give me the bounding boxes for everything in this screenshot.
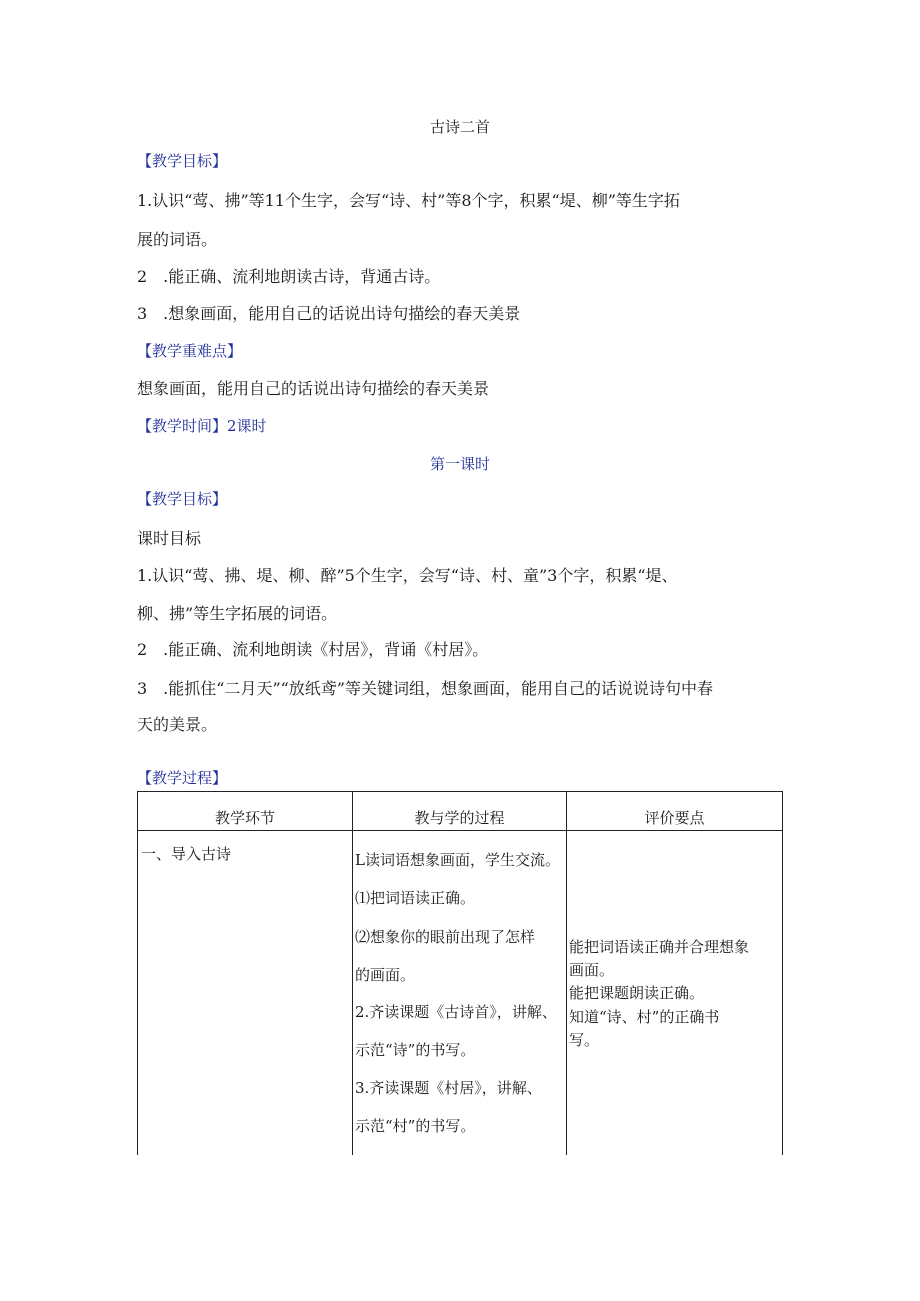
teaching-process-table (137, 791, 783, 1155)
process-line: 示范“村”的书写。 (355, 1117, 476, 1135)
process-line: 示范“诗”的书写。 (355, 1041, 476, 1059)
goal-1-line-2: 展的词语。 (137, 230, 218, 249)
header-evaluation: 评价要点 (567, 792, 783, 831)
evaluation-cell (567, 831, 783, 1156)
process-line: L读词语想象画面，学生交流。 (355, 851, 560, 869)
lesson-goals-heading: 【教学目标】 (137, 490, 228, 508)
evaluation-line: 能把词语读正确并合理想象 (569, 938, 750, 956)
document-title: 古诗二首 (429, 118, 490, 136)
process-line: 2.齐读课题《古诗首》，讲解、 (355, 1003, 557, 1021)
lesson-goal-1-line-2: 柳、拂”等生字拓展的词语。 (137, 604, 338, 623)
stage-text: 一、导入古诗 (141, 845, 232, 863)
header-process: 教与学的过程 (353, 792, 567, 831)
evaluation-line: 画面。 (569, 961, 615, 979)
goals-heading: 【教学目标】 (137, 152, 228, 170)
evaluation-line: 能把课题朗读正确。 (569, 984, 705, 1002)
lesson-one-title: 第一课时 (429, 455, 490, 473)
lesson-goal-3-line-2: 天的美景。 (137, 715, 218, 734)
process-heading: 【教学过程】 (137, 769, 228, 787)
evaluation-line: 知道“诗、村”的正确书 (569, 1008, 720, 1026)
stage-cell (138, 831, 353, 1156)
key-points-heading: 【教学重难点】 (137, 342, 243, 360)
lesson-goals-subtitle: 课时目标 (137, 529, 202, 548)
table-header-row (138, 792, 783, 831)
process-line: 的画面。 (355, 966, 416, 984)
table-row (138, 831, 783, 1156)
lesson-goal-3-line-1: 3 .能抓住“二月天”“放纸鸢”等关键词组，想象画面，能用自己的话说说诗句中春 (137, 679, 713, 698)
header-stage: 教学环节 (138, 792, 353, 831)
goal-1-line-1: 1.认识“莺、拂”等11个生字，会写“诗、村”等8个字，积累“堤、柳”等生字拓 (137, 191, 680, 210)
key-points-text: 想象画面，能用自己的话说出诗句描绘的春天美景 (137, 379, 490, 398)
process-line: 3.齐读课题《村居》，讲解、 (355, 1079, 542, 1097)
process-cell (353, 831, 567, 1156)
process-line: ⑵想象你的眼前出现了怎样 (355, 928, 536, 946)
lesson-goal-1-line-1: 1.认识“莺、拂、堤、柳、醉”5个生字，会写“诗、村、童”3个字，积累“堤、 (137, 566, 678, 585)
goal-3: 3 .想象画面，能用自己的话说出诗句描绘的春天美景 (137, 304, 521, 323)
evaluation-line: 写。 (569, 1031, 600, 1049)
teaching-time: 【教学时间】2课时 (137, 417, 267, 435)
goal-2: 2 .能正确、流利地朗读古诗，背通古诗。 (137, 267, 441, 286)
process-line: ⑴把词语读正确。 (355, 889, 476, 907)
lesson-goal-2: 2 .能正确、流利地朗读《村居》，背诵《村居》。 (137, 640, 489, 659)
